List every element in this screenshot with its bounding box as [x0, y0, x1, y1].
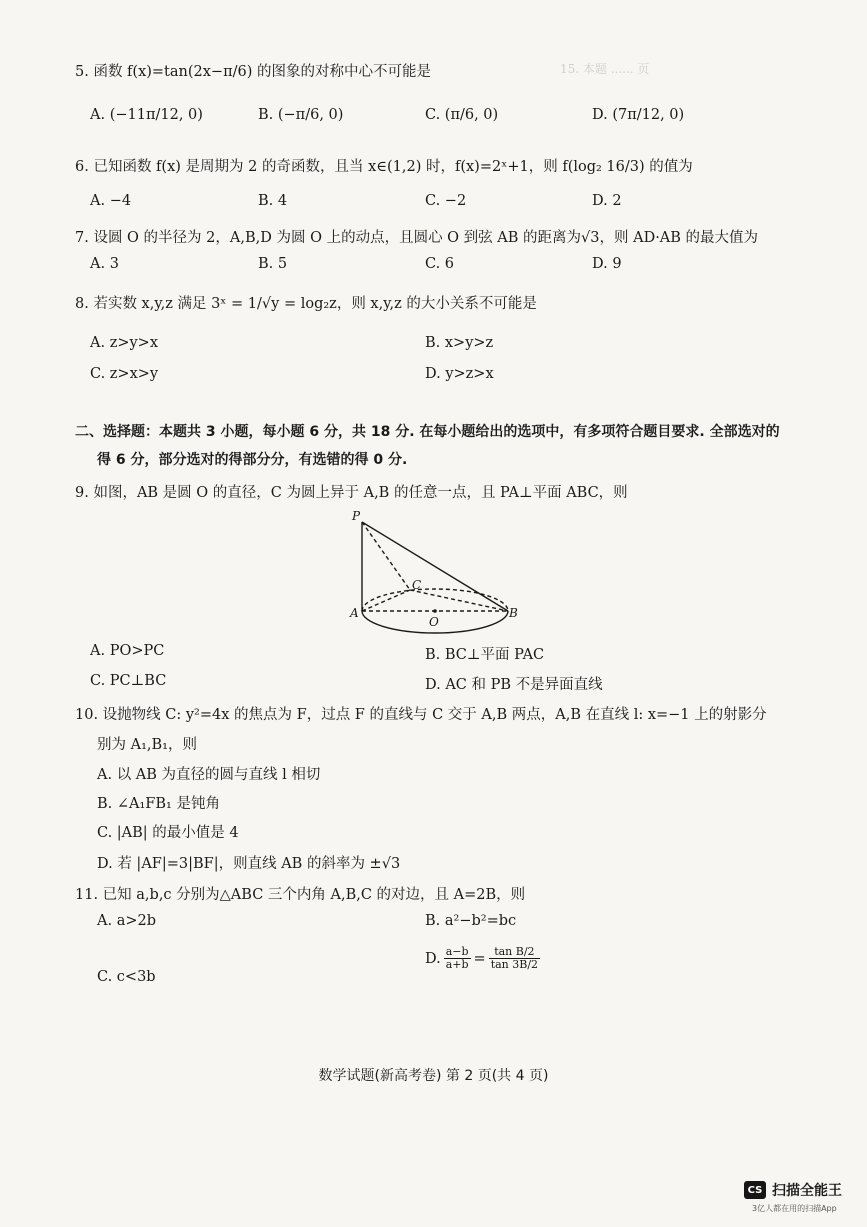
- question-6: 6. 已知函数 f(x) 是周期为 2 的奇函数，且当 x∈(1,2) 时，f(x)=2ˣ+1，则 f(log₂ 16/3) 的值为: [75, 159, 693, 175]
- q5-option-c: C. (π/6, 0): [425, 107, 499, 123]
- cs-logo-icon: CS: [744, 1181, 766, 1199]
- q6-option-c: C. −2: [425, 193, 467, 209]
- q7-option-a: A. 3: [90, 256, 119, 272]
- q11-option-c: C. c<3b: [97, 969, 156, 985]
- q8-option-c: C. z>x>y: [90, 366, 159, 382]
- scanner-watermark: [744, 1180, 842, 1200]
- bleed-through-text: 15. 本题 ...... 页: [560, 62, 650, 76]
- label-o: O: [429, 615, 439, 629]
- question-9: 9. 如图，AB 是圆 O 的直径，C 为圆上异于 A,B 的任意一点，且 PA⊥平面 ABC，则: [75, 485, 628, 501]
- q11-option-b: B. a²−b²=bc: [425, 913, 517, 929]
- q10-option-c: C. |AB| 的最小值是 4: [97, 825, 239, 841]
- q7-option-b: B. 5: [258, 256, 288, 272]
- q11-option-a: A. a>2b: [97, 913, 156, 929]
- question-10-line2: 别为 A₁,B₁，则: [97, 737, 197, 753]
- q8-option-b: B. x>y>z: [425, 335, 494, 351]
- page-footer: 数学试题(新高考卷) 第 2 页(共 4 页): [318, 1068, 549, 1084]
- section-2-line1: 二、选择题：本题共 3 小题，每小题 6 分，共 18 分. 在每小题给出的选项中，有多项符合题目要求. 全部选对的: [75, 424, 780, 440]
- q11-d-lhs-num: a−b: [445, 945, 469, 958]
- q11-d-equals: =: [473, 950, 486, 967]
- q10-option-a: A. 以 AB 为直径的圆与直线 l 相切: [97, 767, 321, 783]
- q11-d-rhs-den: tan 3B/2: [490, 958, 539, 971]
- question-7: 7. 设圆 O 的半径为 2，A,B,D 为圆 O 上的动点，且圆心 O 到弦 AB 的距离为√3，则 AD·AB 的最大值为: [75, 230, 759, 246]
- q10-option-d: D. 若 |AF|=3|BF|，则直线 AB 的斜率为 ±√3: [97, 856, 401, 872]
- q8-option-d: D. y>z>x: [425, 366, 494, 382]
- point-o: [433, 609, 437, 613]
- section-2-line2: 得 6 分，部分选对的得部分分，有选错的得 0 分.: [97, 452, 408, 468]
- q7-option-d: D. 9: [592, 256, 622, 272]
- q9-option-b: B. BC⊥平面 PAC: [425, 647, 545, 663]
- segment-pc: [362, 522, 410, 590]
- segment-ac: [362, 590, 410, 611]
- q5-option-a: A. (−11π/12, 0): [90, 107, 203, 123]
- q5-option-b: B. (−π/6, 0): [258, 107, 344, 123]
- question-10-line1: 10. 设抛物线 C: y²=4x 的焦点为 F，过点 F 的直线与 C 交于 A,B 两点，A,B 在直线 l: x=−1 上的射影分: [75, 707, 767, 723]
- q6-option-d: D. 2: [592, 193, 622, 209]
- q6-option-b: B. 4: [258, 193, 288, 209]
- question-11: 11. 已知 a,b,c 分别为△ABC 三个内角 A,B,C 的对边，且 A=2B，则: [75, 887, 526, 903]
- question-8: 8. 若实数 x,y,z 满足 3ˣ = 1/√y = log₂z，则 x,y,z 的大小关系不可能是: [75, 296, 537, 312]
- label-c: C: [412, 578, 422, 592]
- q7-option-c: C. 6: [425, 256, 455, 272]
- brand-tagline: 3亿人都在用的扫描App: [752, 1204, 837, 1213]
- q5-option-d: D. (7π/12, 0): [592, 107, 685, 123]
- q9-option-d: D. AC 和 PB 不是异面直线: [425, 677, 603, 693]
- q9-option-c: C. PC⊥BC: [90, 673, 167, 689]
- brand-name: 扫描全能王: [772, 1183, 842, 1199]
- segment-pb: [362, 522, 508, 611]
- label-a: A: [350, 606, 359, 620]
- circle-front-arc: [362, 611, 508, 633]
- q11-d-rhs-fraction: [489, 946, 540, 971]
- label-p: P: [352, 509, 361, 523]
- q8-option-a: A. z>y>x: [90, 335, 158, 351]
- q11-d-lhs-den: a+b: [445, 958, 469, 971]
- q6-option-a: A. −4: [90, 193, 132, 209]
- q11-d-rhs-num: tan B/2: [489, 946, 540, 959]
- section-2-heading: [75, 418, 785, 474]
- circle-back-arc: [362, 589, 508, 611]
- q11-d-lhs-fraction: [444, 946, 471, 971]
- segment-bc: [410, 590, 508, 611]
- q10-option-b: B. ∠A₁FB₁ 是钝角: [97, 796, 220, 812]
- q11-option-d: [425, 946, 540, 971]
- q9-option-a: A. PO>PC: [90, 643, 165, 659]
- label-b: B: [509, 606, 518, 620]
- question-5: 5. 函数 f(x)=tan(2x−π/6) 的图象的对称中心不可能是: [75, 64, 431, 80]
- q11-d-prefix: D.: [425, 950, 441, 967]
